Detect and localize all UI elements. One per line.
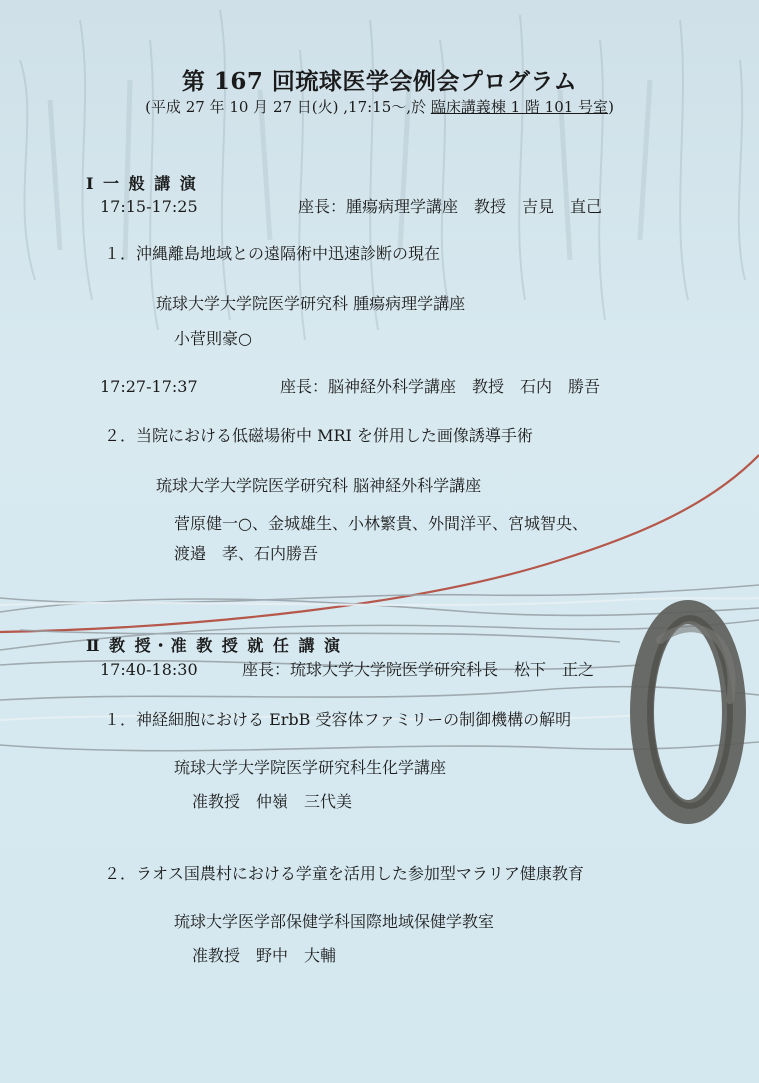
- program-subtitle: [0, 100, 759, 115]
- lecture2-speaker: 准教授 野中 大輔: [192, 946, 337, 965]
- section2-heading: Ⅱ 教 授・准 教 授 就 任 講 演: [86, 636, 343, 655]
- session3-chair: 座長：琉球大学大学院医学研究科長 松下 正之: [242, 660, 595, 679]
- section1-heading: Ⅰ 一 般 講 演: [86, 174, 198, 193]
- lecture1-affiliation: 琉球大学大学院医学研究科生化学講座: [174, 758, 447, 777]
- lecture1-title: １．神経細胞における ErbB 受容体ファミリーの制御機構の解明: [104, 710, 572, 729]
- subtitle-date: (平成 27 年 10 月 27 日(火) ,17:15～,於: [145, 98, 431, 116]
- talk2-authors-line2: 渡邉 孝、石内勝吾: [174, 544, 319, 563]
- talk1-title: １．沖縄離島地域との遠隔術中迅速診断の現在: [104, 244, 441, 263]
- session2-time: 17:27-17:37: [100, 377, 198, 396]
- lecture2-affiliation: 琉球大学医学部保健学科国際地域保健学教室: [174, 912, 495, 931]
- session1-time: 17:15-17:25: [100, 197, 198, 216]
- talk2-title: ２．当院における低磁場術中 MRI を併用した画像誘導手術: [104, 426, 533, 445]
- session2-chair: 座長：脳神経外科学講座 教授 石内 勝吾: [280, 377, 601, 396]
- talk1-authors: 小菅則豪○: [174, 329, 252, 348]
- lecture1-speaker: 准教授 仲嶺 三代美: [192, 792, 353, 811]
- session1-chair: 座長：腫瘍病理学講座 教授 吉見 直己: [298, 197, 603, 216]
- talk2-affiliation: 琉球大学大学院医学研究科 脳神経外科学講座: [156, 476, 482, 495]
- subtitle-venue: 臨床講義棟 1 階 101 号室: [430, 98, 609, 116]
- talk2-authors-line1: 菅原健一○、金城雄生、小林繁貴、外間洋平、宮城智央、: [174, 514, 588, 533]
- program-title: 第 167 回琉球医学会例会プログラム: [181, 68, 578, 95]
- talk1-affiliation: 琉球大学大学院医学研究科 腫瘍病理学講座: [156, 294, 466, 313]
- lecture2-title: ２．ラオス国農村における学童を活用した参加型マラリア健康教育: [104, 864, 584, 883]
- session3-time: 17:40-18:30: [100, 660, 198, 679]
- subtitle-close: ): [608, 98, 614, 116]
